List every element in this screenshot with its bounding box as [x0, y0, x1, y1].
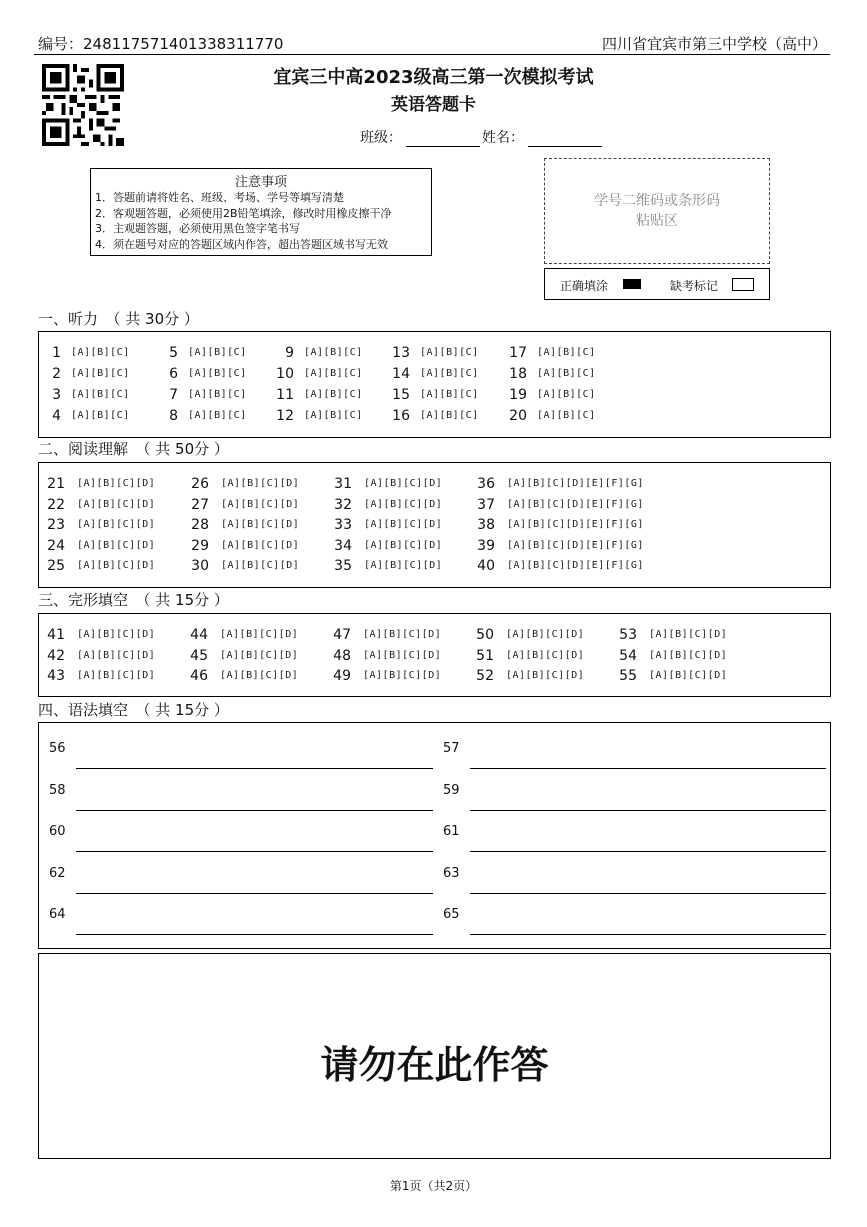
answer-options[interactable]: [A][B][C][D]: [364, 498, 443, 510]
answer-options[interactable]: [A][B][C][D]: [220, 629, 299, 640]
answer-options[interactable]: [A][B][C][D]: [363, 649, 442, 661]
answer-line[interactable]: [470, 934, 826, 935]
answer-options[interactable]: [A][B][C][D]: [221, 519, 300, 530]
blank-number: 58: [49, 782, 66, 798]
name-field[interactable]: [528, 132, 602, 147]
question-number: 5: [169, 345, 178, 361]
question-number: 18: [509, 366, 527, 382]
answer-options[interactable]: [A][B][C]: [71, 368, 130, 379]
question-number: 9: [285, 345, 294, 361]
blank-number: 62: [49, 865, 66, 881]
answer-options[interactable]: [A][B][C][D]: [649, 670, 728, 681]
answer-options[interactable]: [A][B][C]: [420, 368, 479, 379]
question-number: 51: [476, 647, 494, 664]
blank-number: 65: [443, 907, 460, 922]
answer-options[interactable]: [A][B][C][D][E][F][G]: [507, 498, 644, 510]
question-number: 13: [392, 345, 410, 361]
question-number: 21: [47, 476, 65, 492]
absent-mark-box[interactable]: [732, 278, 754, 291]
answer-options[interactable]: [A][B][C][D]: [649, 629, 728, 640]
blank-number: 60: [49, 824, 66, 839]
question-number: 52: [476, 668, 494, 684]
exam-title: 宜宾三中高2023级高三第一次模拟考试: [273, 67, 594, 88]
question-number: 1: [52, 345, 61, 361]
answer-options[interactable]: [A][B][C]: [537, 389, 596, 400]
answer-options[interactable]: [A][B][C][D]: [77, 478, 156, 489]
question-number: 22: [47, 496, 65, 513]
answer-options[interactable]: [A][B][C][D]: [77, 560, 156, 571]
question-number: 30: [191, 558, 209, 574]
blank-number: 56: [49, 741, 66, 756]
answer-options[interactable]: [A][B][C][D]: [364, 478, 443, 489]
answer-options[interactable]: [A][B][C][D]: [77, 629, 156, 640]
answer-options[interactable]: [A][B][C]: [304, 347, 363, 358]
question-number: 11: [276, 387, 294, 403]
class-field[interactable]: [406, 132, 480, 147]
notice-title: 注意事项: [234, 175, 287, 190]
question-number: 3: [52, 387, 61, 403]
notice-item: 3．主观题答题，必须使用黑色签字笔书写: [95, 222, 300, 235]
notice-box: [90, 168, 432, 256]
answer-options[interactable]: [A][B][C][D]: [220, 649, 299, 661]
question-number: 45: [190, 647, 208, 664]
cloze-title: 三、完形填空 （ 共 15分 ）: [38, 591, 229, 609]
answer-options[interactable]: [A][B][C][D]: [220, 670, 299, 681]
question-number: 8: [169, 408, 178, 424]
name-label: 姓名：: [482, 130, 524, 146]
grammar-title: 四、语法填空 （ 共 15分 ）: [38, 701, 229, 719]
answer-options[interactable]: [A][B][C][D]: [77, 670, 156, 681]
reading-title: 二、阅读理解 （ 共 50分 ）: [38, 440, 229, 458]
answer-options[interactable]: [A][B][C][D]: [221, 560, 300, 571]
question-number: 38: [477, 517, 495, 533]
serial-number: [38, 33, 283, 54]
answer-options[interactable]: [A][B][C]: [420, 410, 479, 421]
barcode-line1: 学号二维码或条形码: [594, 193, 720, 209]
answer-options[interactable]: [A][B][C][D]: [221, 498, 300, 510]
answer-options[interactable]: [A][B][C]: [188, 410, 247, 421]
question-number: 48: [333, 647, 351, 664]
serial-label: 编号：: [38, 35, 84, 53]
answer-options[interactable]: [A][B][C][D]: [364, 539, 443, 551]
answer-options[interactable]: [A][B][C]: [304, 368, 363, 379]
page-footer: 第1页（共2页）: [389, 1179, 478, 1193]
answer-options[interactable]: [A][B][C]: [188, 347, 247, 358]
answer-line[interactable]: [470, 851, 826, 852]
question-number: 37: [477, 496, 495, 513]
question-number: 39: [477, 537, 495, 554]
question-number: 20: [509, 408, 527, 424]
barcode-area: [544, 158, 770, 264]
notice-item: 1．答题前请将姓名、班级、考场、学号等填写清楚: [95, 191, 344, 204]
answer-line[interactable]: [76, 851, 433, 852]
question-number: 25: [47, 558, 65, 574]
answer-line[interactable]: [76, 934, 433, 935]
question-number: 19: [509, 387, 527, 403]
class-label: 班级：: [360, 130, 402, 146]
question-number: 41: [47, 627, 65, 643]
answer-line[interactable]: [76, 768, 433, 769]
answer-options[interactable]: [A][B][C][D]: [364, 519, 443, 530]
question-number: 40: [477, 558, 495, 574]
answer-options[interactable]: [A][B][C]: [420, 347, 479, 358]
question-number: 49: [333, 668, 351, 684]
answer-options[interactable]: [A][B][C]: [304, 410, 363, 421]
question-number: 50: [476, 627, 494, 643]
answer-options[interactable]: [A][B][C][D]: [506, 629, 585, 640]
question-number: 27: [191, 496, 209, 513]
correct-fill-sample: [623, 279, 641, 289]
grammar-box: [38, 722, 831, 949]
answer-options[interactable]: [A][B][C][D]: [364, 560, 443, 571]
barcode-line2: 粘贴区: [636, 213, 678, 229]
answer-line[interactable]: [76, 810, 433, 811]
question-number: 28: [191, 517, 209, 533]
blank-number: 61: [443, 824, 460, 839]
correct-fill-label: 正确填涂: [560, 279, 609, 293]
question-number: 32: [334, 496, 352, 513]
listening-title: 一、听力 （ 共 30分 ）: [38, 310, 199, 328]
question-number: 44: [190, 627, 208, 643]
question-number: 16: [392, 408, 410, 424]
serial-value: 248117571401338311770: [83, 35, 284, 53]
question-number: 55: [619, 668, 637, 684]
answer-options[interactable]: [A][B][C]: [420, 389, 479, 400]
question-number: 53: [619, 627, 637, 643]
answer-options[interactable]: [A][B][C][D]: [649, 649, 728, 661]
no-answer-area: [38, 953, 831, 1159]
answer-options[interactable]: [A][B][C]: [71, 410, 130, 421]
answer-options[interactable]: [A][B][C]: [188, 389, 247, 400]
question-number: 24: [47, 537, 65, 554]
blank-number: 59: [443, 782, 460, 798]
answer-options[interactable]: [A][B][C][D][E][F][G]: [507, 539, 644, 551]
question-number: 26: [191, 476, 209, 492]
blank-number: 63: [443, 865, 460, 881]
answer-options[interactable]: [A][B][C][D][E][F][G]: [507, 478, 644, 489]
answer-options[interactable]: [A][B][C]: [537, 368, 596, 379]
question-number: 31: [334, 476, 352, 492]
answer-options[interactable]: [A][B][C][D]: [221, 478, 300, 489]
answer-options[interactable]: [A][B][C]: [537, 347, 596, 358]
answer-options[interactable]: [A][B][C][D]: [77, 649, 156, 661]
question-number: 35: [334, 558, 352, 574]
answer-options[interactable]: [A][B][C][D]: [221, 539, 300, 551]
question-number: 6: [169, 366, 178, 382]
question-number: 33: [334, 517, 352, 533]
student-info: [360, 127, 604, 147]
absent-mark-label: 缺考标记: [670, 279, 719, 293]
answer-options[interactable]: [A][B][C]: [71, 389, 130, 400]
question-number: 34: [334, 537, 352, 554]
answer-options[interactable]: [A][B][C][D][E][F][G]: [507, 519, 644, 530]
answer-options[interactable]: [A][B][C][D][E][F][G]: [507, 560, 644, 571]
blank-number: 57: [443, 741, 460, 756]
school-name: 四川省宜宾市第三中学校（高中）: [601, 35, 827, 53]
answer-options[interactable]: [A][B][C][D]: [506, 670, 585, 681]
question-number: 29: [191, 537, 209, 554]
listening-box: [38, 331, 831, 438]
exam-subtitle: 英语答题卡: [391, 95, 476, 115]
question-number: 47: [333, 627, 351, 643]
reading-box: [38, 462, 831, 588]
question-number: 36: [477, 476, 495, 492]
cloze-box: [38, 613, 831, 697]
notice-item: 4．须在题号对应的答题区域内作答，超出答题区域书写无效: [95, 237, 388, 251]
answer-line[interactable]: [76, 893, 433, 894]
question-number: 12: [276, 408, 294, 424]
answer-options[interactable]: [A][B][C][D]: [363, 670, 442, 681]
no-answer-text: 请勿在此作答: [320, 1043, 549, 1087]
fill-legend: [544, 268, 770, 300]
answer-options[interactable]: [A][B][C]: [188, 368, 247, 379]
question-number: 2: [52, 366, 61, 382]
answer-options[interactable]: [A][B][C][D]: [363, 629, 442, 640]
answer-options[interactable]: [A][B][C][D]: [506, 649, 585, 661]
answer-line[interactable]: [470, 810, 826, 811]
question-number: 23: [47, 517, 65, 533]
notice-item: 2．客观题答题，必须使用2B铅笔填涂，修改时用橡皮擦干净: [95, 206, 392, 220]
answer-line[interactable]: [470, 893, 826, 894]
answer-options[interactable]: [A][B][C]: [71, 347, 130, 358]
header-divider: [34, 54, 830, 55]
question-number: 17: [509, 345, 527, 361]
answer-options[interactable]: [A][B][C][D]: [77, 539, 156, 551]
answer-line[interactable]: [470, 768, 826, 769]
answer-options[interactable]: [A][B][C]: [537, 410, 596, 421]
question-number: 7: [169, 387, 178, 403]
question-number: 42: [47, 647, 65, 664]
answer-options[interactable]: [A][B][C]: [304, 389, 363, 400]
question-number: 46: [190, 668, 208, 684]
question-number: 43: [47, 668, 65, 684]
question-number: 15: [392, 387, 410, 403]
question-number: 10: [276, 366, 294, 382]
answer-options[interactable]: [A][B][C][D]: [77, 519, 156, 530]
question-number: 54: [619, 647, 637, 664]
answer-options[interactable]: [A][B][C][D]: [77, 498, 156, 510]
question-number: 4: [52, 408, 61, 424]
question-number: 14: [392, 366, 410, 382]
blank-number: 64: [49, 907, 66, 922]
